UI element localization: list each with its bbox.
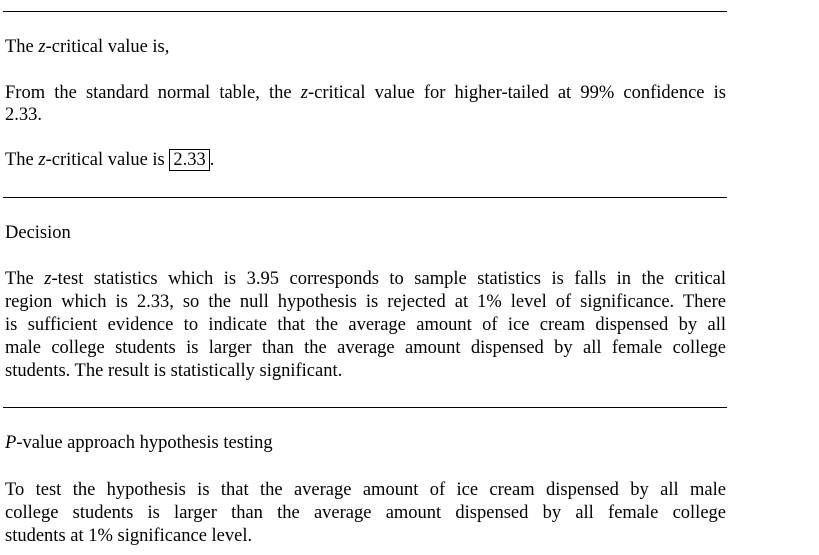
divider-2 bbox=[3, 407, 727, 408]
z-variable: z bbox=[38, 37, 46, 57]
z-critical-intro: The z-critical value is, bbox=[5, 37, 170, 57]
divider-1 bbox=[3, 197, 727, 198]
boxed-answer: 2.33 bbox=[169, 149, 209, 171]
z-variable: z bbox=[44, 269, 52, 289]
pvalue-line-3: students at 1% significance level. bbox=[5, 526, 253, 546]
z-variable: z bbox=[38, 150, 46, 170]
z-critical-table-line-2: 2.33. bbox=[5, 105, 42, 125]
decision-line-2: region which is 2.33, so the null hypothesis is rejected at 1% level of significance. There bbox=[5, 292, 726, 312]
decision-line-1: The z-test statistics which is 3.95 corresponds to sample statistics is falls in the critical bbox=[5, 269, 727, 289]
pvalue-line-1: To test the hypothesis is that the average amount of ice cream dispensed by all male bbox=[5, 480, 726, 500]
decision-line-4: male college students is larger than the average amount dispensed by all female college bbox=[5, 338, 726, 358]
decision-line-5: students. The result is statistically significant. bbox=[5, 361, 343, 381]
pvalue-heading: P-value approach hypothesis testing bbox=[5, 433, 273, 453]
z-critical-table-line-1: From the standard normal table, the z-critical value for higher-tailed at 99% confidence is bbox=[5, 83, 726, 103]
decision-heading: Decision bbox=[5, 223, 71, 243]
decision-line-3: is sufficient evidence to indicate that the average amount of ice cream dispensed by all bbox=[5, 315, 726, 335]
z-variable: z bbox=[300, 83, 308, 103]
z-critical-result: The z-critical value is 2.33 . bbox=[5, 150, 215, 170]
divider-top bbox=[3, 11, 727, 12]
p-variable: P bbox=[5, 433, 17, 453]
pvalue-line-2: college students is larger than the average amount dispensed by all female college bbox=[5, 503, 726, 523]
